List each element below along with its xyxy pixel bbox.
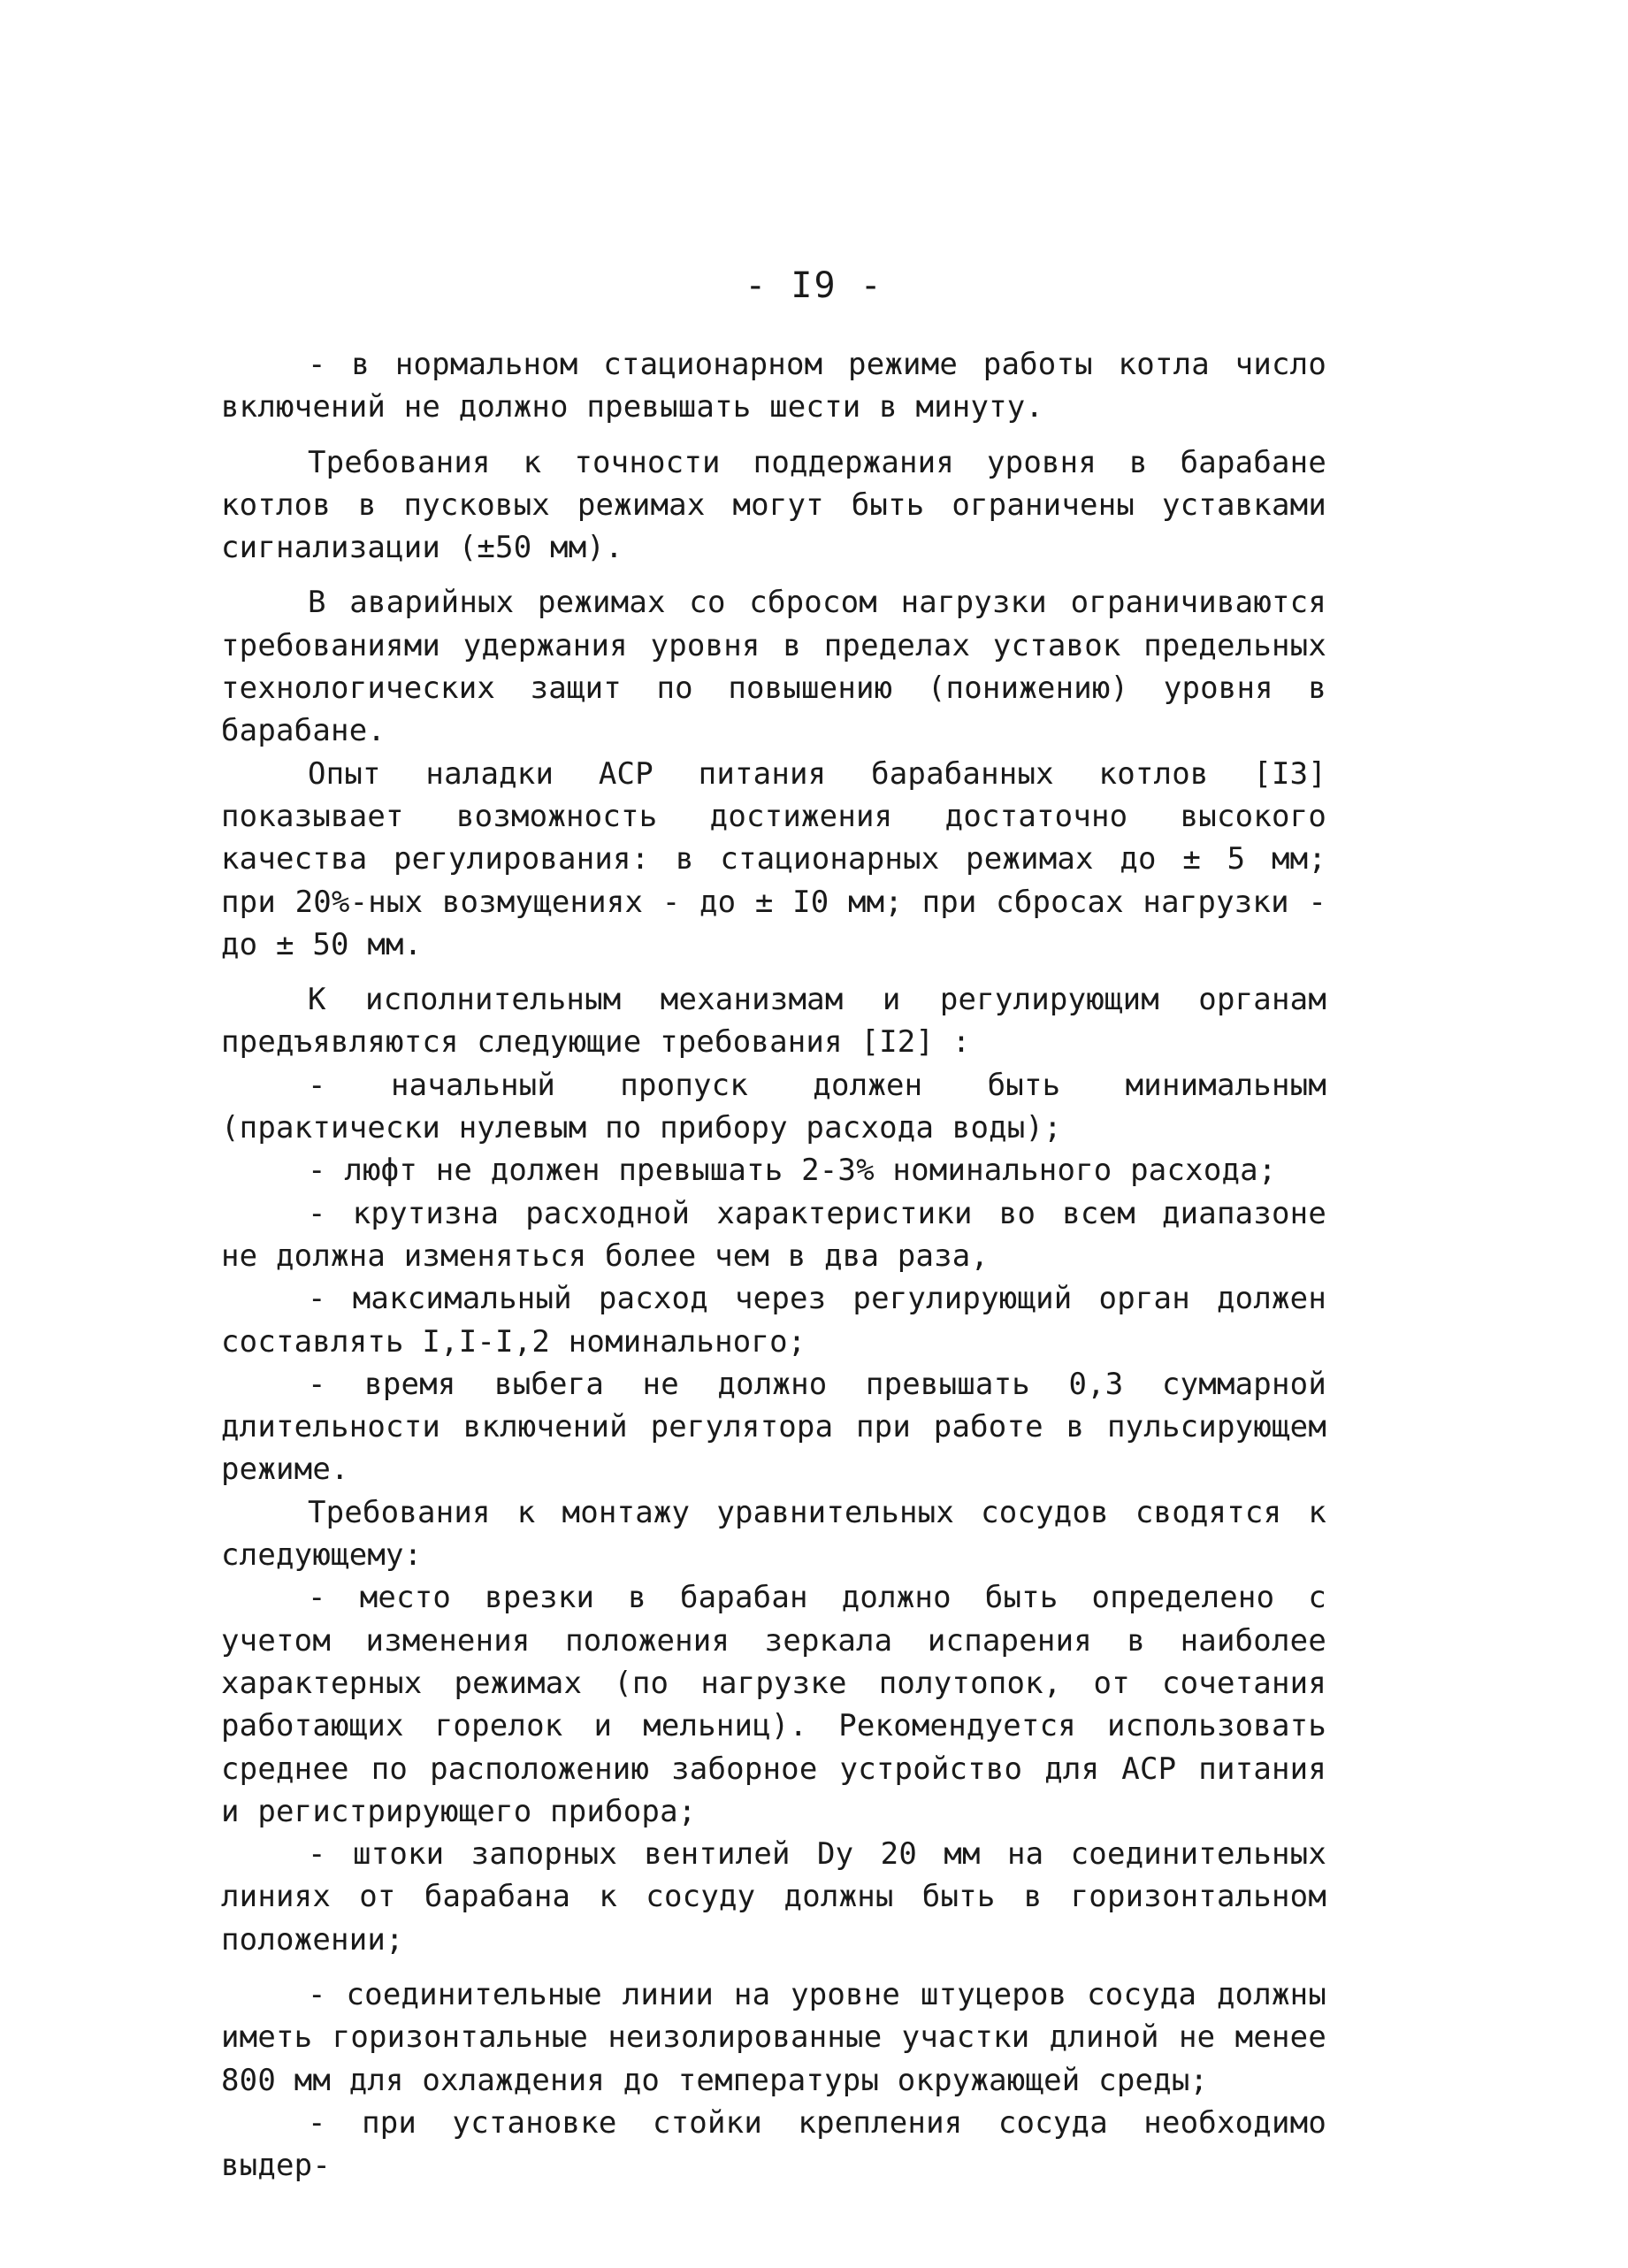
list-item-5: - время выбега не должно превышать 0,3 суммарной длительности включений регулятора при работе в пульсирующем режиме. — [221, 1366, 1326, 1488]
document-body — [221, 343, 1326, 2187]
paragraph-3: В аварийных режимах со сбросом нагрузки ограничиваются требованиями удержания уровня в пределах уставок предельных технологических защит по повышению (понижению) уровня в барабане. — [221, 585, 1326, 749]
list-item-8: - соединительные линии на уровне штуцеров сосуда должны иметь горизонтальные неизолированные участки длиной не менее 800 мм для охлаждения до температуры окружающей среды; — [221, 1976, 1326, 2098]
list-item-1: - начальный пропуск должен быть минимальным (практически нулевым по прибору расхода воды); — [221, 1067, 1326, 1146]
list-item-3: - крутизна расходной характеристики во всем диапазоне не должна изменяться более чем в два раза, — [221, 1195, 1326, 1274]
list-item-9: - при установке стойки крепления сосуда необходимо выдер- — [221, 2104, 1326, 2184]
page-number: - I9 - — [745, 265, 883, 306]
paragraph-2: Требования к точности поддержания уровня в барабане котлов в пусковых режимах могут быть ограничены уставками сигнализации (±50 мм). — [221, 444, 1326, 566]
paragraph-4: Опыт наладки АСР питания барабанных котлов [I3] показывает возможность достижения достаточно высокого качества регулирования: в стационарных режимах до ± 5 мм; при 20%-ных возмущениях - до ± I0 мм; при сбросах нагрузки - до ± 50 мм. — [221, 755, 1326, 962]
list-item-2: - люфт не должен превышать 2-3% номинального расхода; — [308, 1153, 1277, 1189]
paragraph-5: К исполнительным механизмам и регулирующим органам предъявляются следующие требования [I2] : — [221, 982, 1326, 1061]
list-item-4: - максимальный расход через регулирующий орган должен составлять I,I-I,2 номинального; — [221, 1281, 1326, 1360]
list-item-6: - место врезки в барабан должно быть определено с учетом изменения положения зеркала испарения в наиболее характерных режимах (по нагрузке полутопок, от сочетания работающих горелок и мельниц). Рекомендуется использовать среднее по расположению заборное устройство для АСР питания и регистрирующего прибора; — [221, 1580, 1326, 1829]
paragraph-1: - в нормальном стационарном режиме работы котла число включений не должно превышать шести в минуту. — [221, 347, 1326, 425]
paragraph-6: Требования к монтажу уравнительных сосудов сводятся к следующему: — [221, 1494, 1326, 1574]
list-item-7: - штоки запорных вентилей Dу 20 мм на соединительных линиях от барабана к сосуду должны быть в горизонтальном положении; — [221, 1836, 1326, 1958]
